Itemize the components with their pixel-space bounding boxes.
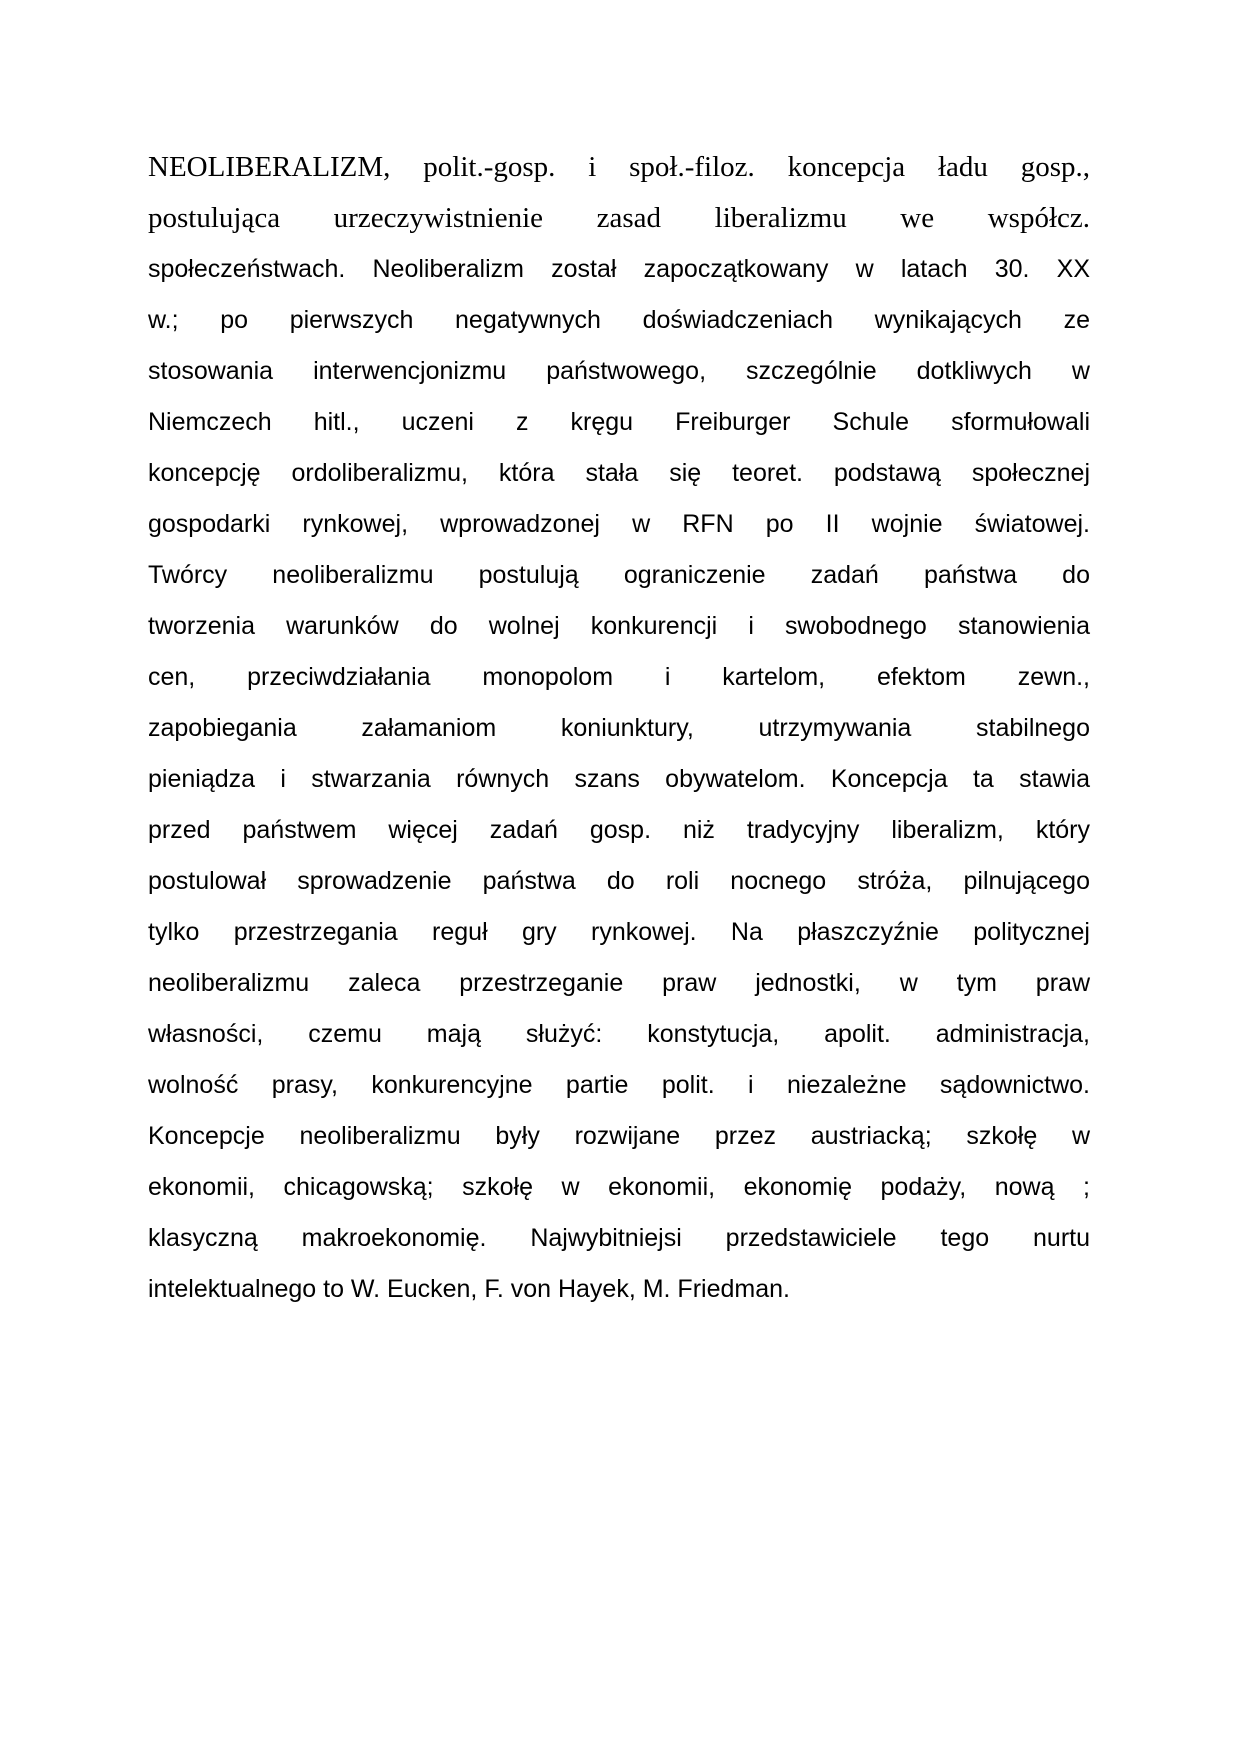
text-line: zapobiegania załamaniom koniunktury, utrzymywania stabilnego xyxy=(148,714,1090,742)
text-line: tylko przestrzegania reguł gry rynkowej. Na płaszczyźnie politycznej xyxy=(148,918,1090,946)
text-line: koncepcję ordoliberalizmu, która stała się teoret. podstawą społecznej xyxy=(148,459,1090,487)
text-line: intelektualnego to W. Eucken, F. von Hayek, M. Friedman. xyxy=(148,1275,790,1303)
text-line: cen, przeciwdziałania monopolom i kartelom, efektom zewn., xyxy=(148,663,1090,691)
document-body xyxy=(148,142,1090,1315)
text-line: tworzenia warunków do wolnej konkurencji i swobodnego stanowienia xyxy=(148,612,1090,640)
text-line: wolność prasy, konkurencyjne partie polit. i niezależne sądownictwo. xyxy=(148,1071,1090,1099)
text-line: gospodarki rynkowej, wprowadzonej w RFN po II wojnie światowej. xyxy=(148,510,1090,538)
text-line: klasyczną makroekonomię. Najwybitniejsi przedstawiciele tego nurtu xyxy=(148,1224,1090,1252)
text-line: pieniądza i stwarzania równych szans obywatelom. Koncepcja ta stawia xyxy=(148,765,1090,793)
text-line: NEOLIBERALIZM, polit.-gosp. i społ.-filoz. koncepcja ładu gosp., xyxy=(148,151,1090,183)
text-line: neoliberalizmu zaleca przestrzeganie praw jednostki, w tym praw xyxy=(148,969,1090,997)
text-line: postulował sprowadzenie państwa do roli nocnego stróża, pilnującego xyxy=(148,867,1090,895)
text-line: Twórcy neoliberalizmu postulują ograniczenie zadań państwa do xyxy=(148,561,1090,589)
text-line: w.; po pierwszych negatywnych doświadczeniach wynikających ze xyxy=(148,306,1090,334)
text-line: stosowania interwencjonizmu państwowego, szczególnie dotkliwych w xyxy=(148,357,1090,385)
text-line: ekonomii, chicagowską; szkołę w ekonomii, ekonomię podaży, nową ; xyxy=(148,1173,1090,1201)
text-line: postulująca urzeczywistnienie zasad liberalizmu we współcz. xyxy=(148,202,1090,234)
text-line: Niemczech hitl., uczeni z kręgu Freiburger Schule sformułowali xyxy=(148,408,1090,436)
text-line: społeczeństwach. Neoliberalizm został zapoczątkowany w latach 30. XX xyxy=(148,255,1090,283)
text-line: Koncepcje neoliberalizmu były rozwijane przez austriacką; szkołę w xyxy=(148,1122,1090,1150)
text-line: własności, czemu mają służyć: konstytucja, apolit. administracja, xyxy=(148,1020,1090,1048)
text-line: przed państwem więcej zadań gosp. niż tradycyjny liberalizm, który xyxy=(148,816,1090,844)
